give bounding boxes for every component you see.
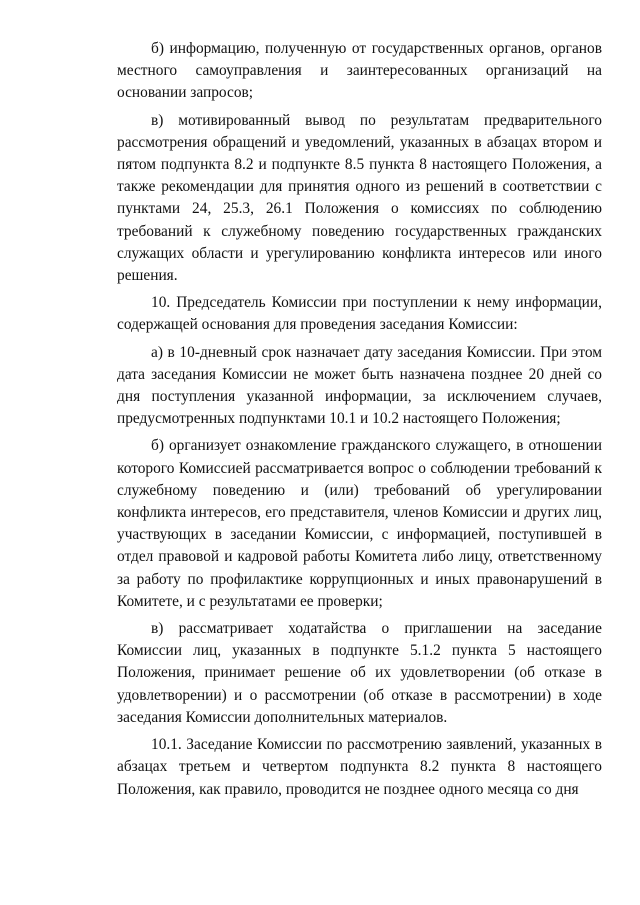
paragraph-a-meeting-date: а) в 10-дневный срок назначает дату заседания Комиссии. При этом дата заседания Комиссии не может быть назначена позднее 20 дней со дня поступления указанной информации, за исключением случаев, предусмотренных подпунктами 10.1 и 10.2 настоящего Положения; (117, 343, 602, 428)
paragraph-v-petitions: в) рассматривает ходатайства о приглашении на заседание Комиссии лиц, указанных в подпункте 5.1.2 пункта 5 настоящего Положения, принимает решение об их удовлетворении (об отказе в удовлетворении) и о рассмотрении (об отказе в рассмотрении) в ходе заседания Комиссии дополнительных материалов. (117, 620, 602, 726)
paragraph-v-motivated-conclusion: в) мотивированный вывод по результатам предварительного рассмотрения обращений и уведомлений, указанных в абзацах втором и пятом подпункта 8.2 и подпункте 8.5 пункта 8 настоящего Положения, а также рекомендации для принятия одного из решений в соответствии с пунктами 24, 25.3, 26.1 Положения о комиссиях по соблюдению требований к служебному поведению государственных гражданских служащих области и урегулированию конфликта интересов или иного решения. (117, 111, 602, 285)
paragraph-10-1-meeting-timing: 10.1. Заседание Комиссии по рассмотрению заявлений, указанных в абзацах третьем и четвертом подпункта 8.2 пункта 8 настоящего Положения, как правило, проводится не позднее одного месяца со дня (117, 736, 602, 798)
paragraph-10-chairman: 10. Председатель Комиссии при поступлении к нему информации, содержащей основания для проведения заседания Комиссии: (117, 294, 602, 334)
paragraph-b-familiarization: б) организует ознакомление гражданского служащего, в отношении которого Комиссией рассматривается вопрос о соблюдении требований к служебному поведению и (или) требований об урегулировании конфликта интересов, его представителя, членов Комиссии и других лиц, участвующих в заседании Комиссии, с информацией, поступившей в отдел правовой и кадровой работы Комитета либо лицу, ответственному за работу по профилактике коррупционных и иных правонарушений в Комитете, и с результатами ее проверки; (117, 437, 602, 610)
paragraph-b-information: б) информацию, полученную от государственных органов, органов местного самоуправления и заинтересованных организаций на основании запросов; (117, 40, 602, 102)
